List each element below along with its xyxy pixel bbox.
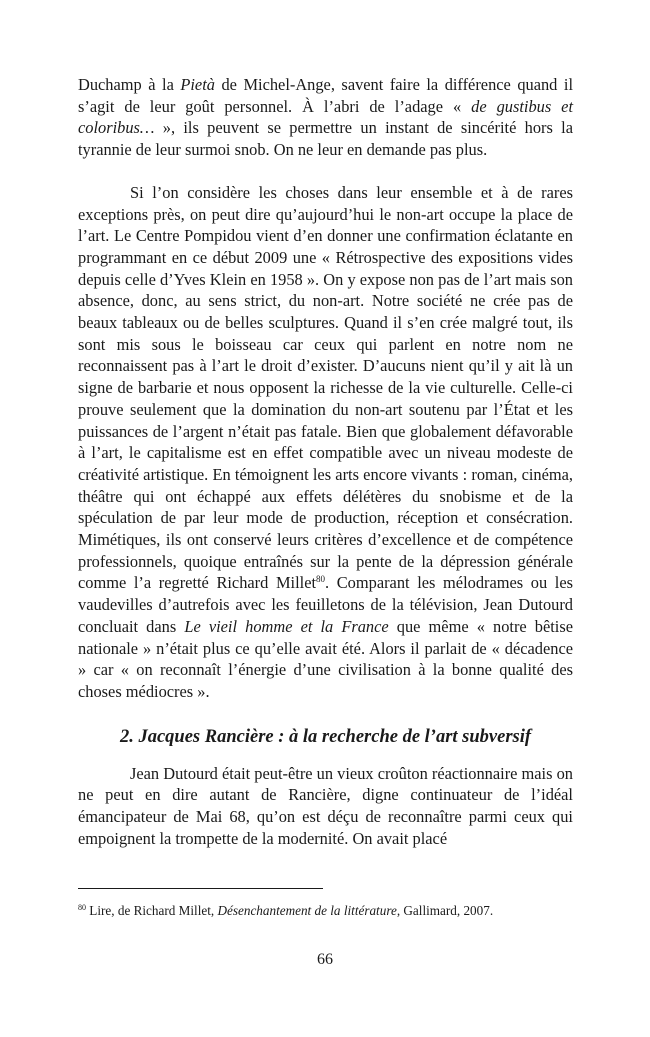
paragraph-1: [78, 74, 573, 161]
text-run: que même « notre bêtise nationale » n’était plus ce qu’elle avait été. Alors il parlait de « décadence » car « on reconnaît l’énergie d’une civilisation à la bonne qualité des choses médiocres ».: [78, 616, 574, 701]
page-number: 66: [317, 951, 333, 968]
footnote-80: [78, 902, 578, 919]
text-run: de Michel-Ange, savent faire la différence quand il s’agit de leur goût personnel. À l’abri de l’adage «: [78, 75, 573, 116]
text-run: Duchamp à la: [78, 75, 181, 94]
paragraph-2: [78, 182, 573, 703]
text-run: », ils peuvent se permettre un instant de sincérité hors la tyrannie de leur surmoi snob. On ne leur en demande pas plus.: [78, 118, 573, 160]
section-heading: 2. Jacques Rancière : à la recherche de l’art subversif: [119, 726, 532, 747]
text-run: , Gallimard, 2007.: [396, 903, 494, 918]
italic-text: de gustibus et coloribus…: [78, 96, 574, 138]
text-run: . Comparant les mélodrames ou les vaudevilles d’autrefois avec les feuilletons de la télévision, Jean Dutourd concluait dans: [78, 573, 573, 636]
text-run: Si l’on considère les choses dans leur ensemble et à de rares exceptions près, on peut dire qu’aujourd’hui le non-art occupe la place de l’art. Le Centre Pompidou vient d’en donner une confirmation éclatante en programmant en ce début 2009 une « Rétrospective des expositions vides depuis celle d’Yves Klein en 1958 ». On y expose non pas de l’art mais son absence, donc, au sens strict, du non-art. Notre société ne crée pas de beaux tableaux ou de belles sculptures. Quand il s’en crée malgré tout, ils sont mis sous le boisseau car ceux qui parlent en notre nom ne reconnaissent pas à l’art le droit d’exister. D’aucuns nient qu’il y ait là un signe de barbarie et nous opposent la richesse de la vie culturelle. Celle-ci prouve seulement que la domination du non-art soutenu par l’État et les puissances de l’argent n’était pas fatale. Bien que globalement défavorable à l’art, le capitalisme est en effet compatible avec un niveau modeste de créativité artistique. En témoignent les arts encore vivants : roman, cinéma, théâtre qui ont échappé aux effets délétères du snobisme et de la spéculation de par leur mode de production, réception et consécration. Mimétiques, ils ont conservé leurs critères d’excellence et de compétence professionnels, quoique entraînés sur la pente de la dépression générale comme l’a regretté Richard Millet: [78, 182, 573, 593]
paragraph-3: [78, 763, 573, 850]
italic-text: Désenchantement de la littérature: [217, 903, 397, 918]
footnote-divider: [78, 888, 323, 889]
italic-text: Le vieil homme et la France: [184, 616, 389, 636]
body-text: [78, 74, 573, 850]
text-run: Jean Dutourd était peut-être un vieux croûton réactionnaire mais on ne peut en dire autant de Rancière, digne continuateur de l’idéal émancipateur de Mai 68, qu’on est déçu de reconnaître parmi ceux qui empoignent la trompette de la modernité. On avait placé: [78, 763, 573, 848]
footnote-ref: 80: [78, 903, 86, 912]
italic-text: Pietà: [180, 75, 215, 94]
footnote-ref: 80: [316, 574, 326, 585]
text-run: Lire, de Richard Millet,: [86, 903, 218, 918]
